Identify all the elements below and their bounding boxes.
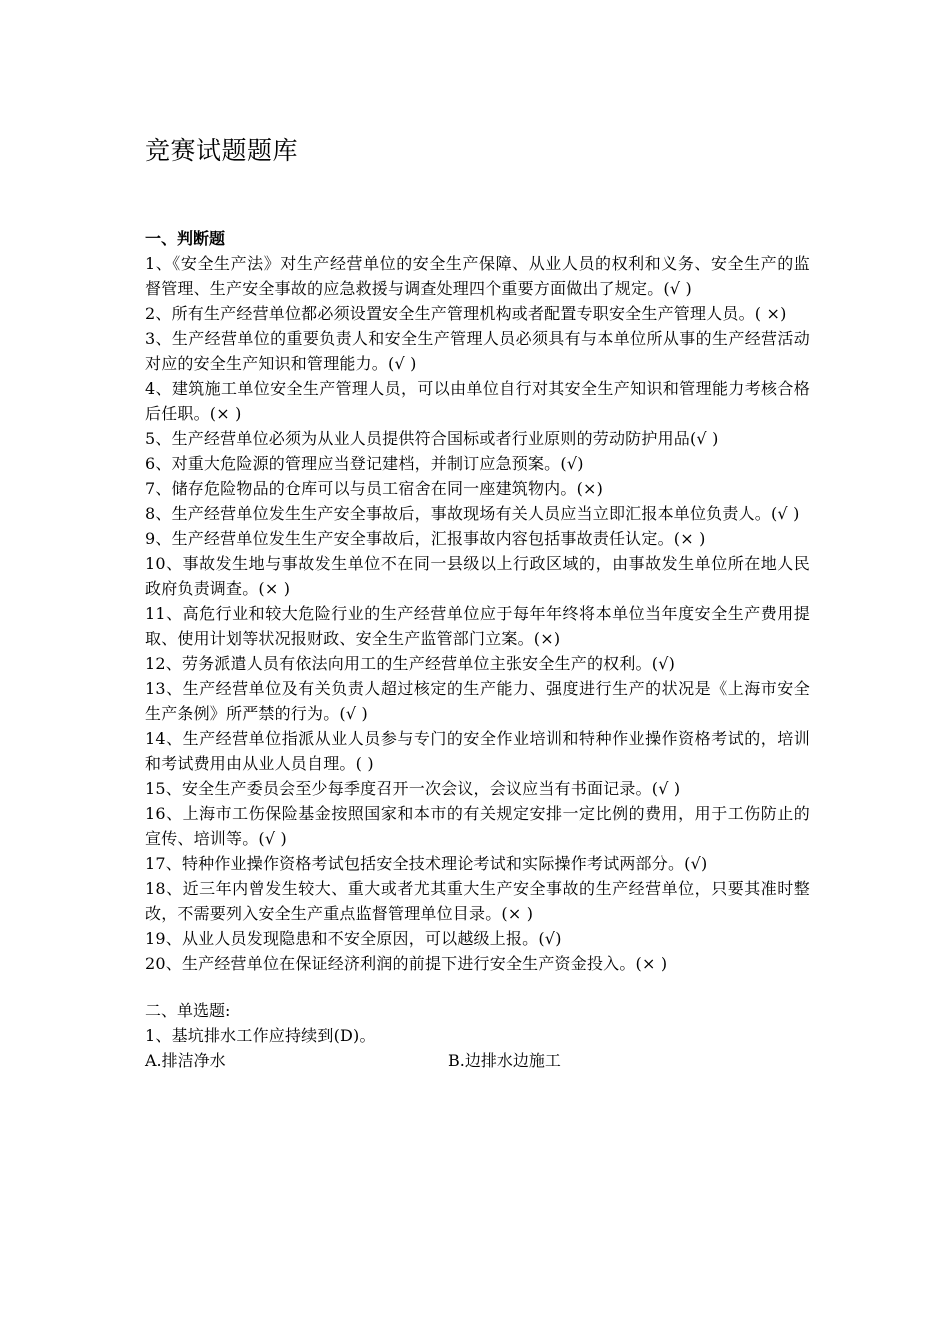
question-options <box>145 1048 810 1073</box>
list-item: 10、事故发生地与事故发生单位不在同一县级以上行政区域的，由事故发生单位所在地人民政府负责调查。(× ) <box>145 554 810 598</box>
list-item: 20、生产经营单位在保证经济利润的前提下进行安全生产资金投入。(× ) <box>145 954 668 973</box>
list-item: 17、特种作业操作资格考试包括安全技术理论考试和实际操作考试两部分。(√) <box>145 854 708 873</box>
list-item: 1、《安全生产法》对生产经营单位的安全生产保障、从业人员的权利和义务、安全生产的监督管理、生产安全事故的应急救援与调查处理四个重要方面做出了规定。(√ ) <box>145 254 810 298</box>
list-item: 5、生产经营单位必须为从业人员提供符合国标或者行业原则的劳动防护用品(√ ) <box>145 429 719 448</box>
list-item: 2、所有生产经营单位都必须设置安全生产管理机构或者配置专职安全生产管理人员。( ×) <box>145 304 787 323</box>
question-text: 1、基坑排水工作应持续到(D)。 <box>145 1026 376 1045</box>
list-item: 15、安全生产委员会至少每季度召开一次会议，会议应当有书面记录。(√ ) <box>145 779 681 798</box>
list-item: 14、生产经营单位指派从业人员参与专门的安全作业培训和特种作业操作资格考试的，培训和考试费用由从业人员自理。( ) <box>145 729 810 773</box>
list-item: 13、生产经营单位及有关负责人超过核定的生产能力、强度进行生产的状况是《上海市安全生产条例》所严禁的行为。(√ ) <box>145 679 810 723</box>
list-item: 18、近三年内曾发生较大、重大或者尤其重大生产安全事故的生产经营单位，只要其准时整改，不需要列入安全生产重点监督管理单位目录。(× ) <box>145 879 810 923</box>
document-page <box>145 132 810 1073</box>
list-item: 3、生产经营单位的重要负责人和安全生产管理人员必须具有与本单位所从事的生产经营活动对应的安全生产知识和管理能力。(√ ) <box>145 329 810 373</box>
list-item: 8、生产经营单位发生生产安全事故后，事故现场有关人员应当立即汇报本单位负责人。(√ ) <box>145 504 800 523</box>
page-title: 竞赛试题题库 <box>145 136 299 165</box>
list-item: 12、劳务派遣人员有依法向用工的生产经营单位主张安全生产的权利。(√) <box>145 654 676 673</box>
list-item: 16、上海市工伤保险基金按照国家和本市的有关规定安排一定比例的费用，用于工伤防止的宣传、培训等。(√ ) <box>145 804 810 848</box>
list-item: 4、建筑施工单位安全生产管理人员，可以由单位自行对其安全生产知识和管理能力考核合格后任职。(× ) <box>145 379 810 423</box>
option-b: B.边排水边施工 <box>448 1051 561 1070</box>
section-heading-single-choice: 二、单选题: <box>145 1001 231 1020</box>
true-false-list <box>145 251 810 976</box>
section-heading-true-false: 一、判断题 <box>145 229 226 248</box>
option-a: A.排洁净水 <box>145 1051 226 1070</box>
list-item: 19、从业人员发现隐患和不安全原因，可以越级上报。(√) <box>145 929 562 948</box>
list-item: 9、生产经营单位发生生产安全事故后，汇报事故内容包括事故责任认定。(× ) <box>145 529 706 548</box>
list-item: 11、高危行业和较大危险行业的生产经营单位应于每年年终将本单位当年度安全生产费用提取、使用计划等状况报财政、安全生产监管部门立案。(×) <box>145 604 810 648</box>
list-item: 7、储存危险物品的仓库可以与员工宿舍在同一座建筑物内。(×) <box>145 479 604 498</box>
list-item: 6、对重大危险源的管理应当登记建档，并制订应急预案。(√) <box>145 454 584 473</box>
